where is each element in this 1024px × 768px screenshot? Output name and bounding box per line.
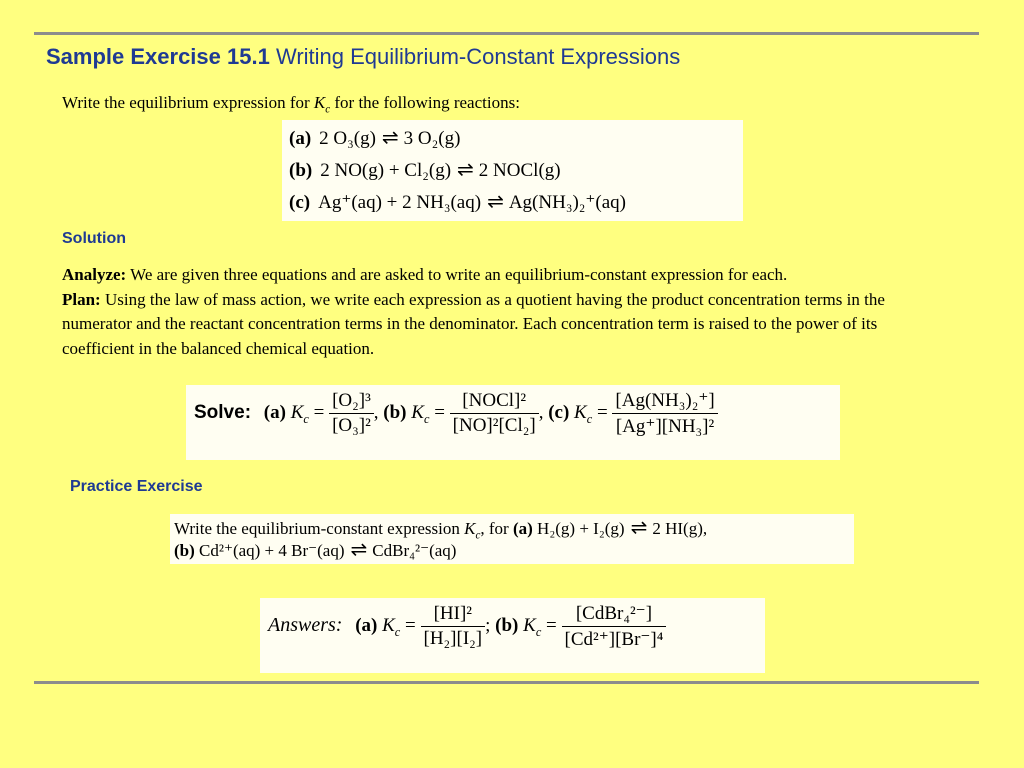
equilibrium-arrow-icon: ⇌ bbox=[630, 517, 647, 539]
equilibrium-arrow-icon: ⇌ bbox=[381, 127, 398, 149]
fraction-a: $\frac{\text{[O₂]³}}{\text{[O₃]²}}$ bbox=[329, 390, 374, 437]
reaction-a: (a) 2 O₃(g) ⇌ 3 O₂(g) bbox=[289, 123, 460, 153]
practice-line-2: (b) Cd²⁺(aq) + 4 Br⁻(aq) ⇌ CdBr₄²⁻(aq) bbox=[174, 539, 457, 561]
equilibrium-arrow-icon: ⇌ bbox=[487, 191, 503, 213]
solve-panel bbox=[186, 385, 840, 460]
fraction-b: $\frac{\text{[NOCl]²}}{\text{[NO]²[Cl₂]}}$ bbox=[450, 390, 539, 437]
practice-panel bbox=[170, 514, 854, 564]
reaction-c: (c) Ag⁺(aq) + 2 NH₃(aq) ⇌ Ag(NH₃)₂⁺(aq) bbox=[289, 187, 626, 217]
practice-line-1: Write the equilibrium-constant expression $K_c$, for (a) H₂(g) + I₂(g) ⇌ 2 HI(g), bbox=[174, 517, 708, 542]
reaction-b: (b) 2 NO(g) + Cl₂(g) ⇌ 2 NOCl(g) bbox=[289, 155, 561, 185]
answer-expressions: Answers: (a) $K_c$ = $\frac{\text{[HI]²}}{\text{[H₂][I₂]}}$ ; (b) $K_c$ = $\frac{\text{[CdBr₄²⁻]}}{\text{[Cd²⁺][Br⁻]⁴}}$ bbox=[268, 602, 666, 651]
solve-expressions: Solve: (a) $K_c$ = $\frac{\text{[O₂]³}}{\text{[O₃]²}}$ , (b) $K_c$ = $\frac{\text{[NOCl]²}}{\text{[NO]²[Cl₂]}}$ , (c) $K_c$ = $\frac{\text{[Ag(NH₃)₂⁺]}}{\text{[Ag⁺][NH₃]²}}$ bbox=[194, 389, 718, 438]
practice-heading: Practice Exercise bbox=[70, 478, 203, 495]
title-exercise-number: Sample Exercise 15.1 bbox=[46, 44, 270, 69]
analyze-paragraph: Analyze: We are given three equations and are asked to write an equilibrium-constant expression for each. bbox=[62, 265, 788, 284]
plan-paragraph: Plan: Using the law of mass action, we write each expression as a quotient having the product concentration terms in the numerator and the reactant concentration terms in the denominator. Each concentration term is raised to the power of its coefficient in the balanced chemical equation. bbox=[62, 289, 885, 358]
solution-text bbox=[62, 263, 942, 361]
top-rule bbox=[34, 32, 979, 35]
solution-heading: Solution bbox=[62, 230, 126, 247]
bottom-rule bbox=[34, 681, 979, 684]
page-title bbox=[46, 44, 680, 70]
answer-fraction-b: $\frac{\text{[CdBr₄²⁻]}}{\text{[Cd²⁺][Br⁻]⁴}}$ bbox=[562, 602, 667, 651]
answers-panel bbox=[260, 598, 765, 673]
kc-symbol: $K_c$ bbox=[313, 93, 331, 116]
exercise-prompt: Write the equilibrium expression for $K_c$ for the following reactions: bbox=[62, 93, 520, 116]
reactions-panel bbox=[282, 120, 743, 221]
title-topic: Writing Equilibrium-Constant Expressions bbox=[275, 44, 681, 69]
equilibrium-arrow-icon: ⇌ bbox=[350, 539, 367, 561]
fraction-c: $\frac{\text{[Ag(NH₃)₂⁺]}}{\text{[Ag⁺][NH₃]²}}$ bbox=[612, 389, 717, 438]
equilibrium-arrow-icon: ⇌ bbox=[457, 159, 473, 181]
answer-fraction-a: $\frac{\text{[HI]²}}{\text{[H₂][I₂]}}$ bbox=[421, 603, 486, 650]
